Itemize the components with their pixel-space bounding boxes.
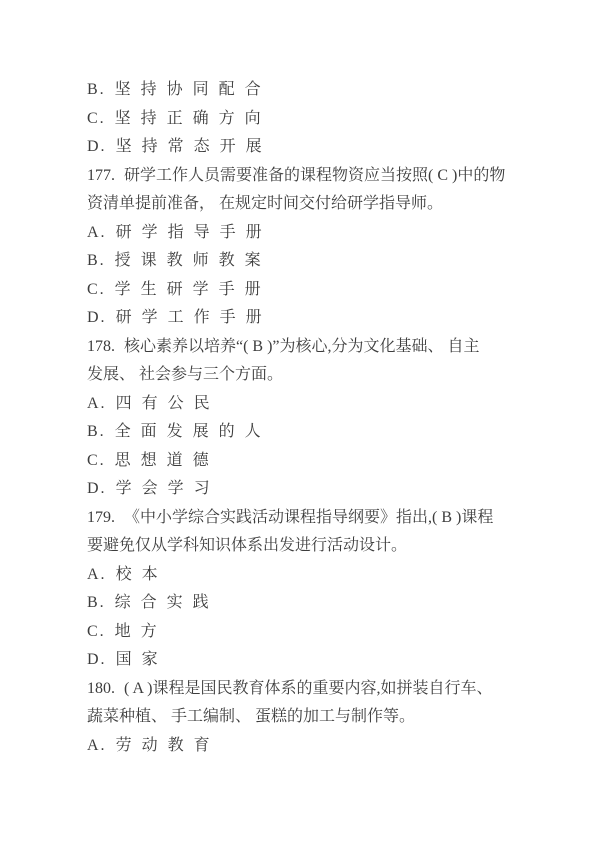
option-text: 劳动教育 <box>115 736 220 754</box>
option-line <box>87 447 516 476</box>
question-stem-text: ( A )课程是国民教育体系的重要内容,如拼装自行车、 <box>124 679 493 697</box>
option-label: A. <box>87 394 107 412</box>
question-number: 180. <box>87 679 115 697</box>
option-text: 研学指导手册 <box>115 223 272 241</box>
option-line <box>87 247 516 276</box>
option-line <box>87 76 516 105</box>
option-line <box>87 475 516 504</box>
option-label: B. <box>87 81 106 98</box>
question-stem-line: 资清单提前准备， 在规定时间交付给研学指导师。 <box>87 195 444 212</box>
option-label: D. <box>87 480 107 497</box>
option-line <box>87 646 516 675</box>
question-stem-text: 核心素养以培养“( B )”为核心,分为文化基础、 自主 <box>124 337 480 355</box>
option-line <box>87 390 516 419</box>
option-text: 思想道德 <box>114 451 219 469</box>
question-stem-line <box>87 333 516 362</box>
option-text: 坚持常态开展 <box>115 138 272 155</box>
question-stem-line <box>87 504 516 533</box>
option-line <box>87 276 516 305</box>
question-stem-line: 要避免仅从学科知识体系出发进行活动设计。 <box>87 537 408 554</box>
option-text: 四有公民 <box>115 394 220 412</box>
option-line <box>87 418 516 447</box>
question-stem-text: 《中小学综合实践活动课程指导纲要》指出,( B )课程 <box>124 508 494 526</box>
option-text: 地方 <box>114 622 167 640</box>
option-line <box>87 732 516 761</box>
question-number: 178. <box>87 337 115 355</box>
option-text: 坚持协同配合 <box>114 81 271 98</box>
option-label: A. <box>87 736 107 754</box>
option-text: 授课教师教案 <box>114 252 271 269</box>
option-line <box>87 561 516 590</box>
option-line <box>87 304 516 333</box>
option-text: 全面发展的人 <box>114 423 271 440</box>
option-text: 综合实践 <box>114 594 219 611</box>
option-label: A. <box>87 223 107 241</box>
option-text: 研学工作手册 <box>115 309 272 326</box>
option-text: 校本 <box>115 565 168 583</box>
option-label: C. <box>87 280 106 298</box>
option-label: B. <box>87 594 106 611</box>
option-text: 学会学习 <box>115 480 220 497</box>
option-text: 坚持正确方向 <box>114 109 271 127</box>
option-label: C. <box>87 622 106 640</box>
question-number: 179. <box>87 508 115 526</box>
question-number: 177. <box>87 166 115 184</box>
option-line <box>87 589 516 618</box>
option-label: C. <box>87 109 106 127</box>
question-stem-text: 研学工作人员需要准备的课程物资应当按照( C )中的物 <box>124 166 506 184</box>
option-line <box>87 219 516 248</box>
option-label: B. <box>87 252 106 269</box>
question-stem-line: 发展、 社会参与三个方面。 <box>87 366 284 383</box>
option-label: A. <box>87 565 107 583</box>
question-stem-line <box>87 162 516 191</box>
question-stem-line <box>87 675 516 704</box>
option-text: 学生研学手册 <box>114 280 271 298</box>
option-line <box>87 105 516 134</box>
option-text: 国家 <box>115 651 168 668</box>
option-label: D. <box>87 309 107 326</box>
option-line <box>87 618 516 647</box>
option-line <box>87 133 516 162</box>
option-label: C. <box>87 451 106 469</box>
option-label: D. <box>87 651 107 668</box>
question-stem-line: 蔬菜种植、 手工编制、 蛋糕的加工与制作等。 <box>87 708 416 725</box>
option-label: B. <box>87 423 106 440</box>
option-label: D. <box>87 138 107 155</box>
